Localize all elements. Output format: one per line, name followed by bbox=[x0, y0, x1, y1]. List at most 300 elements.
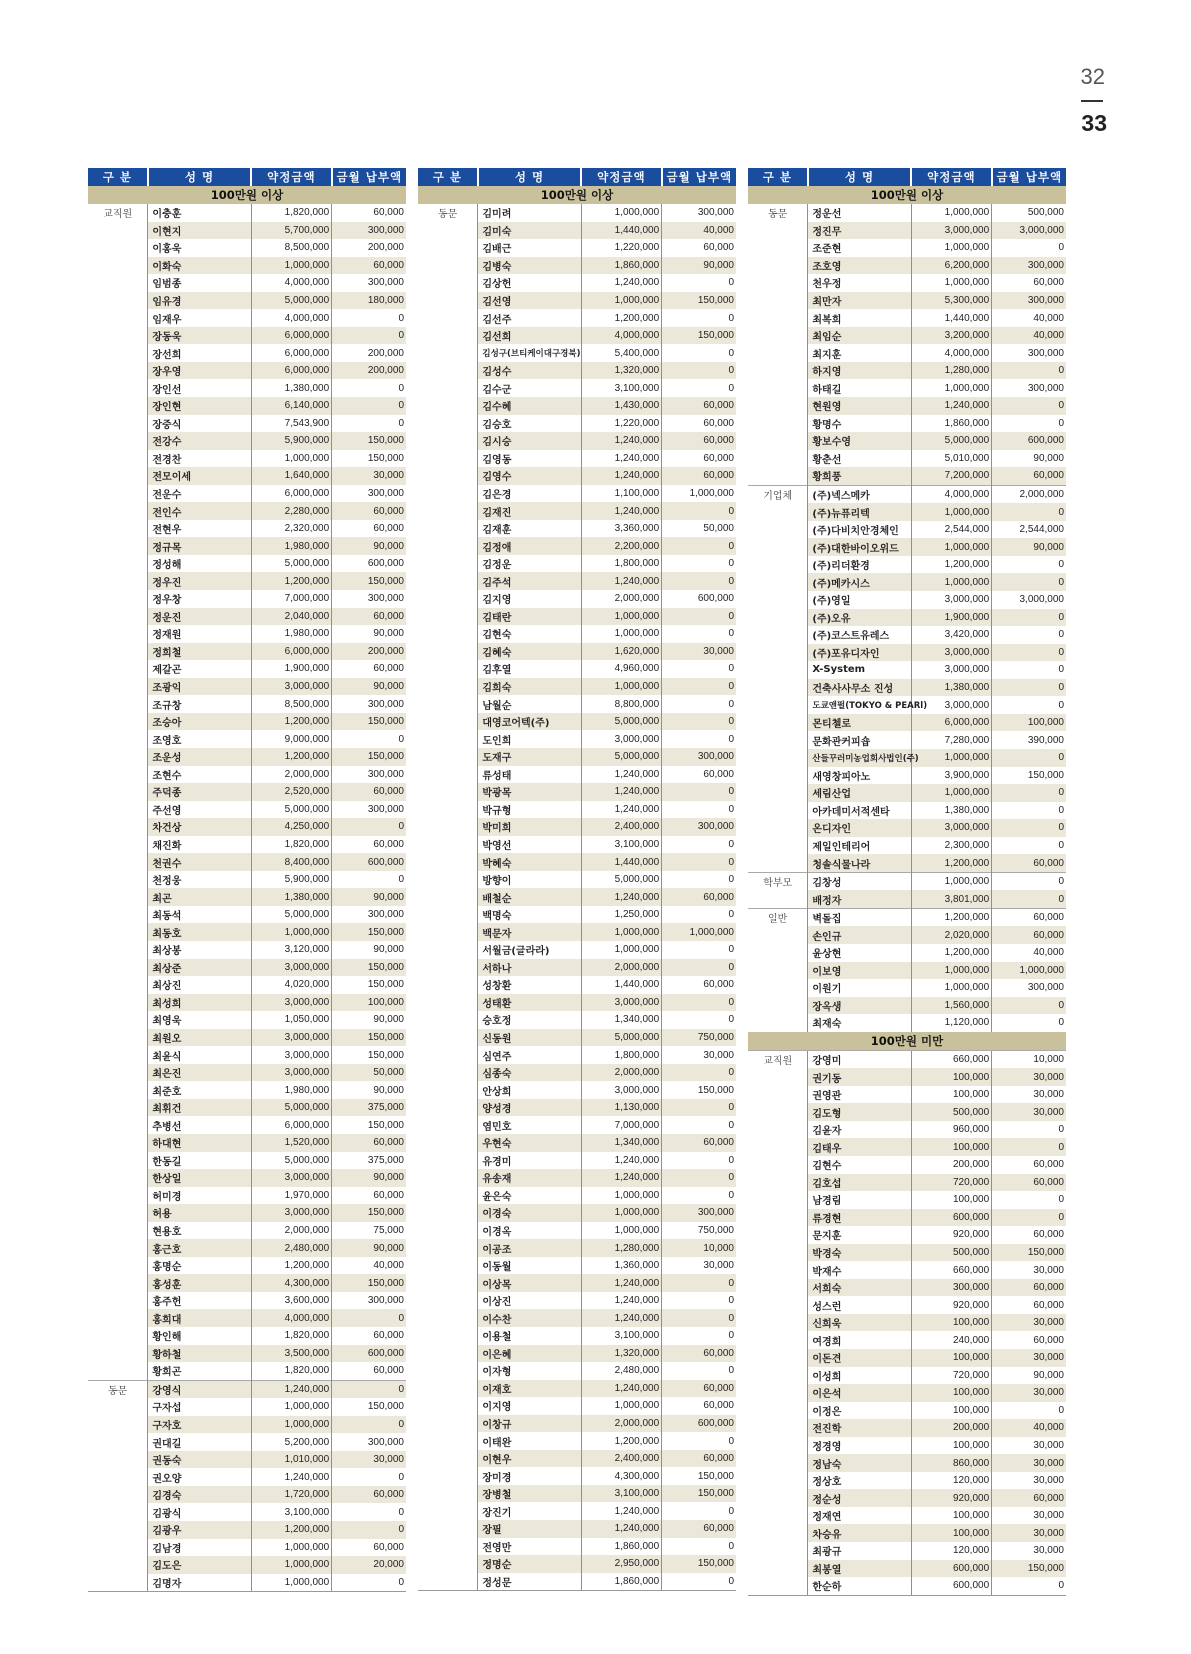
pledge-amount: 7,000,000 bbox=[581, 1116, 662, 1134]
donor-name: 최재숙 bbox=[808, 1014, 911, 1032]
payment-amount: 0 bbox=[332, 1468, 406, 1486]
category-cell bbox=[88, 660, 148, 678]
donor-name: 김태우 bbox=[808, 1138, 911, 1156]
pledge-amount: 1,800,000 bbox=[581, 1046, 662, 1064]
category-cell bbox=[418, 1169, 478, 1187]
donor-name: 장선희 bbox=[148, 344, 251, 362]
table-row bbox=[748, 503, 1066, 521]
payment-amount: 0 bbox=[332, 1574, 406, 1592]
category-cell bbox=[748, 362, 808, 380]
table-row bbox=[88, 1362, 406, 1380]
category-cell bbox=[418, 906, 478, 924]
pledge-amount: 2,000,000 bbox=[581, 1064, 662, 1082]
donor-name: 김도형 bbox=[808, 1103, 911, 1121]
table-row bbox=[88, 555, 406, 573]
category-cell bbox=[418, 362, 478, 380]
category-cell bbox=[418, 1257, 478, 1275]
category-cell bbox=[88, 906, 148, 924]
category-cell bbox=[88, 1486, 148, 1504]
table-row bbox=[418, 1204, 736, 1222]
section-header-row bbox=[748, 186, 1066, 204]
category-cell bbox=[748, 344, 808, 362]
pledge-amount: 100,000 bbox=[911, 1314, 992, 1332]
table-row bbox=[418, 818, 736, 836]
donor-name: (주)뉴퓨리텍 bbox=[808, 503, 911, 521]
pledge-amount: 860,000 bbox=[911, 1454, 992, 1472]
payment-amount: 0 bbox=[662, 853, 736, 871]
donor-name: 이현지 bbox=[148, 222, 251, 240]
pledge-amount: 660,000 bbox=[911, 1261, 992, 1279]
category-cell bbox=[88, 976, 148, 994]
pledge-amount: 600,000 bbox=[911, 1577, 992, 1595]
category-cell bbox=[418, 660, 478, 678]
table-row bbox=[748, 1542, 1066, 1560]
donor-name: 추병선 bbox=[148, 1116, 251, 1134]
pledge-amount: 100,000 bbox=[911, 1384, 992, 1402]
table-row bbox=[418, 1081, 736, 1099]
pledge-amount: 720,000 bbox=[911, 1174, 992, 1192]
donor-name: 김시승 bbox=[478, 432, 581, 450]
payment-amount: 0 bbox=[662, 783, 736, 801]
pledge-amount: 6,000,000 bbox=[251, 327, 332, 345]
table-row bbox=[748, 1156, 1066, 1174]
category-cell bbox=[88, 1468, 148, 1486]
category-cell bbox=[418, 1380, 478, 1398]
pledge-amount: 1,620,000 bbox=[581, 643, 662, 661]
pledge-amount: 5,000,000 bbox=[251, 801, 332, 819]
table-row bbox=[88, 1451, 406, 1469]
pledge-amount: 100,000 bbox=[911, 1524, 992, 1542]
table-header-row bbox=[88, 168, 406, 186]
pledge-amount: 2,000,000 bbox=[251, 766, 332, 784]
payment-amount: 60,000 bbox=[992, 1296, 1066, 1314]
pledge-amount: 3,420,000 bbox=[911, 626, 992, 644]
table-row bbox=[88, 853, 406, 871]
table-row bbox=[88, 1046, 406, 1064]
donor-name: 김영수 bbox=[478, 467, 581, 485]
table-row bbox=[418, 204, 736, 222]
table-row bbox=[418, 1257, 736, 1275]
pledge-amount: 1,860,000 bbox=[581, 1538, 662, 1556]
pledge-amount: 8,400,000 bbox=[251, 853, 332, 871]
donor-name: (주)넥스메카 bbox=[808, 485, 911, 503]
table-row bbox=[748, 1103, 1066, 1121]
pledge-amount: 7,200,000 bbox=[911, 467, 992, 485]
category-cell: 기업체 bbox=[748, 485, 808, 503]
category-cell bbox=[748, 626, 808, 644]
category-cell bbox=[418, 643, 478, 661]
donor-column-2 bbox=[418, 168, 736, 1591]
payment-amount: 0 bbox=[662, 678, 736, 696]
category-cell bbox=[88, 818, 148, 836]
donor-name: 김재훈 bbox=[478, 520, 581, 538]
payment-amount: 40,000 bbox=[662, 222, 736, 240]
table-row bbox=[748, 1121, 1066, 1139]
donor-name: 최봉열 bbox=[808, 1560, 911, 1578]
payment-amount: 150,000 bbox=[992, 1560, 1066, 1578]
category-cell bbox=[88, 1327, 148, 1345]
payment-amount: 200,000 bbox=[332, 239, 406, 257]
pledge-amount: 4,250,000 bbox=[251, 818, 332, 836]
pledge-amount: 200,000 bbox=[911, 1419, 992, 1437]
category-cell bbox=[88, 1503, 148, 1521]
table-row bbox=[418, 625, 736, 643]
pledge-amount: 1,280,000 bbox=[581, 1239, 662, 1257]
table-row bbox=[418, 467, 736, 485]
payment-amount: 60,000 bbox=[332, 204, 406, 222]
pledge-amount: 1,240,000 bbox=[581, 274, 662, 292]
table-row bbox=[418, 362, 736, 380]
payment-amount: 750,000 bbox=[662, 1222, 736, 1240]
donor-name: 전운수 bbox=[148, 485, 251, 503]
payment-amount: 300,000 bbox=[332, 222, 406, 240]
payment-amount: 40,000 bbox=[332, 1257, 406, 1275]
pledge-amount: 1,000,000 bbox=[251, 1556, 332, 1574]
category-cell bbox=[418, 520, 478, 538]
donor-name: 전모이세 bbox=[148, 467, 251, 485]
pledge-amount: 300,000 bbox=[911, 1279, 992, 1297]
donor-name: 현원영 bbox=[808, 397, 911, 415]
table-row bbox=[748, 1191, 1066, 1209]
category-cell bbox=[88, 625, 148, 643]
pledge-amount: 1,000,000 bbox=[251, 1416, 332, 1434]
category-cell bbox=[418, 801, 478, 819]
payment-amount: 60,000 bbox=[332, 502, 406, 520]
category-cell bbox=[88, 1539, 148, 1557]
pledge-amount: 920,000 bbox=[911, 1296, 992, 1314]
page-number-left: 32 bbox=[1080, 64, 1105, 89]
category-cell bbox=[748, 926, 808, 944]
category-cell bbox=[88, 1222, 148, 1240]
donor-name: 정순성 bbox=[808, 1489, 911, 1507]
payment-amount: 0 bbox=[332, 730, 406, 748]
payment-amount: 300,000 bbox=[662, 204, 736, 222]
payment-amount: 600,000 bbox=[332, 555, 406, 573]
table-row bbox=[418, 327, 736, 345]
payment-amount: 30,000 bbox=[332, 1451, 406, 1469]
table-row bbox=[748, 1296, 1066, 1314]
payment-amount: 2,544,000 bbox=[992, 521, 1066, 539]
pledge-amount: 1,380,000 bbox=[251, 888, 332, 906]
pledge-amount: 2,400,000 bbox=[581, 818, 662, 836]
category-cell bbox=[748, 1367, 808, 1385]
payment-amount: 300,000 bbox=[332, 274, 406, 292]
category-cell bbox=[88, 1187, 148, 1205]
pledge-amount: 6,000,000 bbox=[251, 643, 332, 661]
pledge-amount: 1,440,000 bbox=[581, 222, 662, 240]
table-row bbox=[88, 1433, 406, 1451]
category-cell bbox=[418, 379, 478, 397]
table-row bbox=[418, 1292, 736, 1310]
pledge-amount: 1,980,000 bbox=[251, 537, 332, 555]
table-row bbox=[418, 1467, 736, 1485]
payment-amount: 150,000 bbox=[332, 976, 406, 994]
table-row bbox=[418, 309, 736, 327]
pledge-amount: 5,900,000 bbox=[251, 871, 332, 889]
pledge-amount: 720,000 bbox=[911, 1367, 992, 1385]
category-cell bbox=[748, 890, 808, 908]
table-row bbox=[748, 397, 1066, 415]
donor-name: (주)다비치안경체인 bbox=[808, 521, 911, 539]
table-row bbox=[88, 502, 406, 520]
pledge-amount: 4,000,000 bbox=[251, 274, 332, 292]
header-name: 성 명 bbox=[808, 168, 911, 186]
table-row bbox=[748, 1138, 1066, 1156]
table-row bbox=[748, 538, 1066, 556]
header-pledge: 약정금액 bbox=[911, 168, 992, 186]
table-row bbox=[88, 1309, 406, 1327]
payment-amount: 0 bbox=[992, 749, 1066, 767]
pledge-amount: 120,000 bbox=[911, 1542, 992, 1560]
payment-amount: 150,000 bbox=[332, 572, 406, 590]
payment-amount: 0 bbox=[992, 819, 1066, 837]
donor-name: 성창환 bbox=[478, 976, 581, 994]
payment-amount: 3,000,000 bbox=[992, 222, 1066, 240]
donor-name: 남월순 bbox=[478, 695, 581, 713]
donor-name: 최상진 bbox=[148, 976, 251, 994]
donor-name: 제일인테리어 bbox=[808, 837, 911, 855]
pledge-amount: 1,000,000 bbox=[911, 872, 992, 890]
payment-amount: 0 bbox=[662, 660, 736, 678]
table-header-row bbox=[748, 168, 1066, 186]
pledge-amount: 1,000,000 bbox=[581, 625, 662, 643]
table-row bbox=[88, 660, 406, 678]
pledge-amount: 1,320,000 bbox=[581, 362, 662, 380]
payment-amount: 60,000 bbox=[662, 467, 736, 485]
category-cell bbox=[88, 1169, 148, 1187]
category-cell bbox=[88, 520, 148, 538]
table-row bbox=[88, 379, 406, 397]
pledge-amount: 2,400,000 bbox=[581, 1450, 662, 1468]
table-row bbox=[748, 485, 1066, 503]
donor-name: 최지훈 bbox=[808, 344, 911, 362]
pledge-amount: 4,000,000 bbox=[251, 309, 332, 327]
table-row bbox=[418, 222, 736, 240]
payment-amount: 60,000 bbox=[992, 1279, 1066, 1297]
donor-name: 정운진 bbox=[148, 608, 251, 626]
payment-amount: 60,000 bbox=[992, 1174, 1066, 1192]
payment-amount: 500,000 bbox=[992, 204, 1066, 222]
pledge-amount: 3,100,000 bbox=[581, 836, 662, 854]
pledge-amount: 1,380,000 bbox=[911, 679, 992, 697]
payment-amount: 0 bbox=[992, 1121, 1066, 1139]
table-row bbox=[748, 1261, 1066, 1279]
payment-amount: 0 bbox=[332, 397, 406, 415]
donor-name: 김영동 bbox=[478, 450, 581, 468]
pledge-amount: 5,000,000 bbox=[581, 871, 662, 889]
pledge-amount: 2,040,000 bbox=[251, 608, 332, 626]
table-row bbox=[748, 644, 1066, 662]
table-row bbox=[418, 590, 736, 608]
pledge-amount: 1,000,000 bbox=[251, 257, 332, 275]
payment-amount: 300,000 bbox=[992, 979, 1066, 997]
pledge-amount: 2,320,000 bbox=[251, 520, 332, 538]
payment-amount: 60,000 bbox=[662, 415, 736, 433]
donor-name: 조준현 bbox=[808, 239, 911, 257]
donor-name: 구자호 bbox=[148, 1416, 251, 1434]
category-cell bbox=[748, 379, 808, 397]
payment-amount: 60,000 bbox=[662, 432, 736, 450]
table-row bbox=[748, 521, 1066, 539]
table-row bbox=[418, 1485, 736, 1503]
pledge-amount: 5,900,000 bbox=[251, 432, 332, 450]
pledge-amount: 1,200,000 bbox=[581, 309, 662, 327]
donor-name: 홍희대 bbox=[148, 1309, 251, 1327]
pledge-amount: 500,000 bbox=[911, 1244, 992, 1262]
category-cell bbox=[748, 591, 808, 609]
donor-name: 이수찬 bbox=[478, 1309, 581, 1327]
payment-amount: 0 bbox=[662, 906, 736, 924]
section-title: 100만원 이상 bbox=[418, 186, 736, 204]
pledge-amount: 6,000,000 bbox=[251, 344, 332, 362]
payment-amount: 0 bbox=[662, 836, 736, 854]
payment-amount: 0 bbox=[662, 730, 736, 748]
table-bottom-rule bbox=[748, 1595, 1066, 1596]
table-row bbox=[88, 1257, 406, 1275]
table-row bbox=[748, 556, 1066, 574]
donor-name: 임재우 bbox=[148, 309, 251, 327]
payment-amount: 60,000 bbox=[662, 1520, 736, 1538]
pledge-amount: 100,000 bbox=[911, 1349, 992, 1367]
payment-amount: 0 bbox=[662, 1152, 736, 1170]
pledge-amount: 5,200,000 bbox=[251, 1433, 332, 1451]
category-cell bbox=[418, 1064, 478, 1082]
category-cell bbox=[748, 944, 808, 962]
pledge-amount: 3,000,000 bbox=[911, 644, 992, 662]
pledge-amount: 3,000,000 bbox=[581, 994, 662, 1012]
table-row bbox=[88, 432, 406, 450]
payment-amount: 60,000 bbox=[332, 520, 406, 538]
table-row bbox=[88, 1134, 406, 1152]
payment-amount: 100,000 bbox=[992, 714, 1066, 732]
table-row bbox=[88, 994, 406, 1012]
pledge-amount: 1,240,000 bbox=[581, 1169, 662, 1187]
payment-amount: 60,000 bbox=[992, 274, 1066, 292]
table-row bbox=[418, 257, 736, 275]
pledge-amount: 3,000,000 bbox=[251, 1064, 332, 1082]
pledge-amount: 1,820,000 bbox=[251, 204, 332, 222]
payment-amount: 0 bbox=[992, 679, 1066, 697]
payment-amount: 30,000 bbox=[992, 1437, 1066, 1455]
category-cell bbox=[418, 485, 478, 503]
pledge-amount: 1,240,000 bbox=[911, 397, 992, 415]
donor-name: 장우영 bbox=[148, 362, 251, 380]
payment-amount: 90,000 bbox=[332, 537, 406, 555]
donor-column-3 bbox=[748, 168, 1066, 1596]
payment-amount: 30,000 bbox=[662, 1257, 736, 1275]
donor-name: 윤상현 bbox=[808, 944, 911, 962]
payment-amount: 30,000 bbox=[332, 467, 406, 485]
pledge-amount: 3,000,000 bbox=[251, 1046, 332, 1064]
pledge-amount: 1,240,000 bbox=[251, 1468, 332, 1486]
donor-name: 채진화 bbox=[148, 836, 251, 854]
payment-amount: 0 bbox=[332, 1380, 406, 1398]
table-row bbox=[88, 766, 406, 784]
category-cell bbox=[418, 1573, 478, 1591]
category-cell bbox=[88, 766, 148, 784]
pledge-amount: 1,860,000 bbox=[911, 415, 992, 433]
table-row bbox=[88, 1222, 406, 1240]
category-cell bbox=[748, 257, 808, 275]
payment-amount: 0 bbox=[992, 573, 1066, 591]
category-cell bbox=[418, 1397, 478, 1415]
category-cell bbox=[88, 923, 148, 941]
donor-name: (주)영일 bbox=[808, 591, 911, 609]
donor-table bbox=[88, 168, 406, 1591]
donor-name: 신희욱 bbox=[808, 1314, 911, 1332]
category-cell bbox=[748, 1560, 808, 1578]
payment-amount: 0 bbox=[662, 1502, 736, 1520]
table-row bbox=[748, 1050, 1066, 1068]
donor-name: 현용호 bbox=[148, 1222, 251, 1240]
category-cell bbox=[418, 292, 478, 310]
table-row bbox=[418, 1362, 736, 1380]
pledge-amount: 3,000,000 bbox=[911, 819, 992, 837]
pledge-amount: 960,000 bbox=[911, 1121, 992, 1139]
pledge-amount: 3,500,000 bbox=[251, 1345, 332, 1363]
donor-name: 전강수 bbox=[148, 432, 251, 450]
donor-name: 김주석 bbox=[478, 572, 581, 590]
pledge-amount: 1,000,000 bbox=[251, 923, 332, 941]
table-row bbox=[418, 1169, 736, 1187]
donor-name: 남경림 bbox=[808, 1191, 911, 1209]
table-row bbox=[418, 1432, 736, 1450]
category-cell bbox=[748, 1209, 808, 1227]
donor-name: 최만자 bbox=[808, 292, 911, 310]
pledge-amount: 1,010,000 bbox=[251, 1451, 332, 1469]
pledge-amount: 5,000,000 bbox=[581, 748, 662, 766]
donor-name: 김광식 bbox=[148, 1503, 251, 1521]
donor-name: 정진무 bbox=[808, 222, 911, 240]
pledge-amount: 7,543,900 bbox=[251, 415, 332, 433]
pledge-amount: 1,000,000 bbox=[911, 379, 992, 397]
donor-name: 최곤 bbox=[148, 888, 251, 906]
pledge-amount: 1,050,000 bbox=[251, 1011, 332, 1029]
table-row bbox=[88, 678, 406, 696]
category-cell bbox=[88, 888, 148, 906]
donor-name: 건축사사무소 진성 bbox=[808, 679, 911, 697]
category-cell bbox=[88, 853, 148, 871]
category-cell bbox=[418, 678, 478, 696]
category-cell bbox=[88, 397, 148, 415]
category-cell bbox=[418, 994, 478, 1012]
donor-name: 여경희 bbox=[808, 1331, 911, 1349]
pledge-amount: 1,200,000 bbox=[251, 1521, 332, 1539]
category-cell bbox=[88, 1433, 148, 1451]
pledge-amount: 1,000,000 bbox=[581, 941, 662, 959]
category-cell bbox=[748, 644, 808, 662]
table-row bbox=[418, 520, 736, 538]
payment-amount: 300,000 bbox=[662, 818, 736, 836]
table-row bbox=[748, 802, 1066, 820]
payment-amount: 60,000 bbox=[992, 908, 1066, 926]
category-cell bbox=[418, 344, 478, 362]
payment-amount: 60,000 bbox=[662, 1345, 736, 1363]
table-row bbox=[748, 1331, 1066, 1349]
table-row bbox=[418, 1099, 736, 1117]
pledge-amount: 1,240,000 bbox=[581, 888, 662, 906]
category-cell bbox=[418, 608, 478, 626]
table-row bbox=[748, 1014, 1066, 1032]
pledge-amount: 100,000 bbox=[911, 1402, 992, 1420]
payment-amount: 1,000,000 bbox=[662, 485, 736, 503]
pledge-amount: 2,544,000 bbox=[911, 521, 992, 539]
pledge-amount: 4,000,000 bbox=[911, 485, 992, 503]
category-cell bbox=[88, 1239, 148, 1257]
category-cell bbox=[748, 327, 808, 345]
table-row bbox=[88, 713, 406, 731]
payment-amount: 0 bbox=[662, 1187, 736, 1205]
